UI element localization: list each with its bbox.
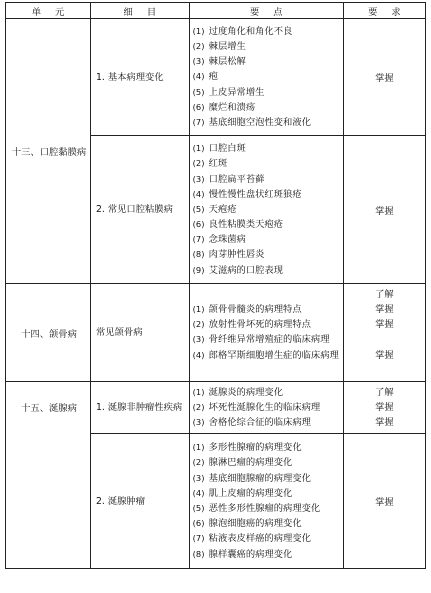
point-line: (8) 腺样囊癌的病理变化 [192, 548, 293, 560]
point-line: (4) 郎格罕斯细胞增生症的临床病理 [192, 349, 339, 361]
point-line: (8) 肉芽肿性唇炎 [192, 249, 265, 261]
requirement: 了解 [375, 289, 394, 300]
syllabus-table [5, 2, 426, 569]
requirement: 了解 [375, 386, 394, 398]
requirement: 掌握 [375, 497, 394, 508]
item-label: 2. 涎腺肿瘤 [91, 434, 190, 569]
point-line: (1) 多形性腺瘤的病理变化 [192, 442, 302, 454]
point-line: (6) 腺泡细胞癌的病理变化 [192, 518, 302, 530]
header-row [6, 3, 426, 19]
unit-name: 十五、涎腺病 [6, 382, 91, 569]
point-line: (3) 基底细胞腺瘤的病理变化 [192, 472, 311, 484]
requirement: 掌握 [375, 417, 394, 429]
points-cell [189, 19, 343, 136]
point-line: (3) 骨纤维异常增殖症的临床病理 [192, 334, 330, 346]
point-line: (3) 口腔扁平苔藓 [192, 173, 265, 185]
point-line: (3) 舍格伦综合征的临床病理 [192, 417, 311, 429]
point-line: (1) 颌骨骨髓炎的病理特点 [192, 304, 302, 316]
requirement-cell [343, 284, 425, 382]
requirement: 掌握 [375, 73, 394, 84]
point-line: (1) 过度角化和角化不良 [192, 25, 293, 37]
point-line: (2) 放射性骨坏死的病理特点 [192, 319, 311, 331]
point-line: (5) 天疱疮 [192, 203, 237, 215]
header-points: 要点 [189, 3, 343, 19]
point-line: (7) 粘液表皮样癌的病理变化 [192, 533, 311, 545]
item-label: 常见颌骨病 [91, 284, 190, 382]
point-line: (2) 棘层增生 [192, 41, 246, 53]
requirement: 掌握 [375, 205, 394, 217]
requirement-cell [343, 136, 425, 284]
header-unit: 单元 [6, 3, 91, 19]
requirement: 掌握 [375, 349, 394, 361]
point-line: (1) 涎腺炎的病理变化 [192, 386, 284, 398]
point-line: (6) 良性粘膜类天疱疮 [192, 219, 284, 231]
header-item: 细目 [91, 3, 190, 19]
requirement: 掌握 [375, 319, 394, 331]
header-requirement: 要求 [343, 3, 425, 19]
requirement-cell [343, 19, 425, 136]
item-label: 1. 基本病理变化 [91, 19, 190, 136]
unit-name: 十三、口腔黏膜病 [6, 19, 91, 284]
requirement-cell [343, 434, 425, 569]
points-cell [189, 434, 343, 569]
point-line: (4) 肌上皮瘤的病理变化 [192, 487, 293, 499]
point-line: (6) 糜烂和溃疡 [192, 101, 256, 113]
point-line: (2) 腺淋巴瘤的病理变化 [192, 457, 293, 469]
point-line: (5) 恶性多形性腺瘤的病理变化 [192, 503, 321, 514]
points-cell [189, 382, 343, 434]
point-line: (2) 红斑 [192, 158, 228, 170]
item-label: 2. 常见口腔粘膜病 [91, 136, 190, 284]
table-row [6, 284, 426, 382]
point-line: (5) 上皮异常增生 [192, 86, 265, 98]
points-cell [189, 136, 343, 284]
point-line: (7) 念珠菌病 [192, 234, 246, 246]
points-cell [189, 284, 343, 382]
requirement-cell [343, 382, 425, 434]
requirement: 掌握 [375, 401, 394, 413]
table-row [6, 382, 426, 434]
point-line: (1) 口腔白斑 [192, 143, 246, 155]
point-line: (2) 坏死性涎腺化生的临床病理 [192, 401, 321, 413]
requirement: 掌握 [375, 304, 394, 316]
point-line: (9) 艾滋病的口腔表现 [192, 264, 284, 276]
item-label: 1. 涎腺非肿瘤性疾病 [91, 382, 190, 434]
point-line: (4) 疱 [192, 71, 218, 83]
table-row [6, 19, 426, 136]
point-line: (7) 基底细胞空泡性变和液化 [192, 116, 311, 128]
unit-name: 十四、颌骨病 [6, 284, 91, 382]
point-line: (3) 棘层松解 [192, 56, 246, 68]
point-line: (4) 慢性慢性盘状红斑狼疮 [192, 188, 302, 200]
